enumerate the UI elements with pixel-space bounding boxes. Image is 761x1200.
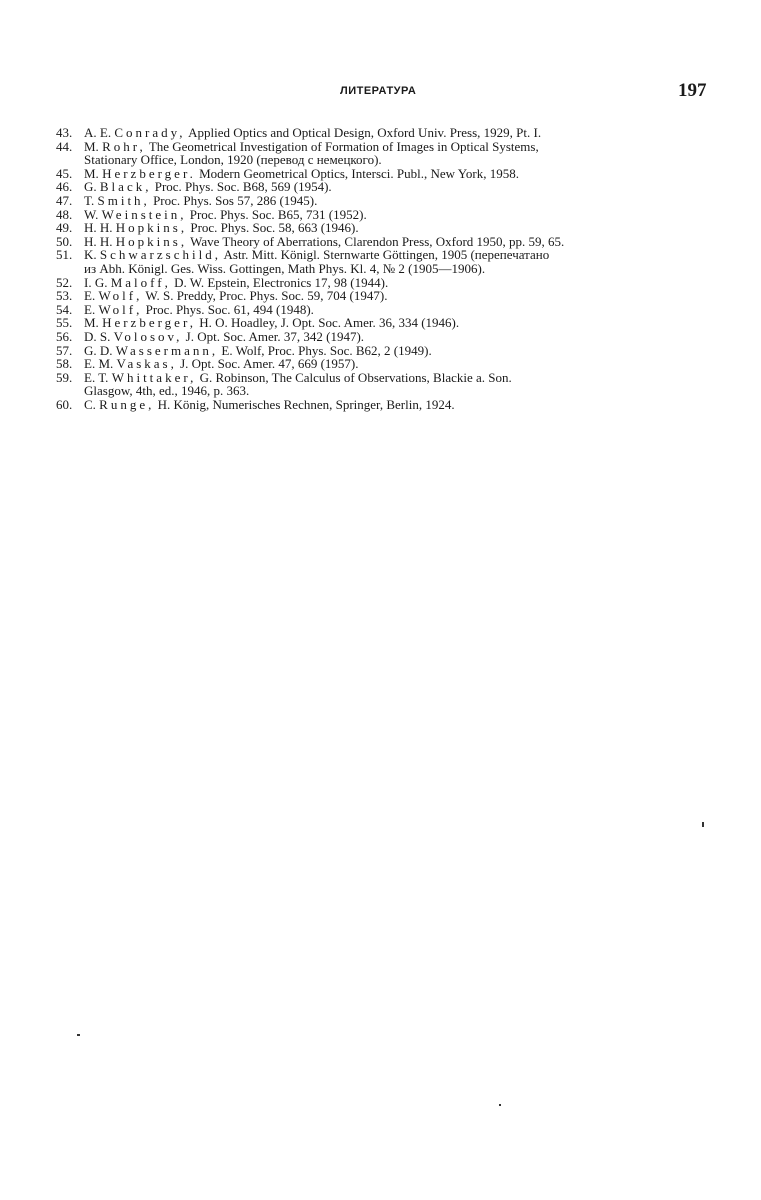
reference-entry xyxy=(56,289,708,303)
reference-text: Proc. Phys. Soc. B65, 731 (1952). xyxy=(189,206,367,222)
author-initials: I. G. xyxy=(84,274,108,290)
reference-entry xyxy=(56,235,708,249)
reference-text: из Abh. Königl. Ges. Wiss. Gottingen, Math Phys. Kl. 4, № 2 (1905—1906). xyxy=(84,260,486,276)
reference-text: Proc. Phys. Sos 57, 286 (1945). xyxy=(153,192,318,208)
author-surname: Vaskas, xyxy=(116,356,177,372)
author-initials: G. xyxy=(84,179,97,195)
reference-text: G. Robinson, The Calculus of Observations, Blackie a. Son. xyxy=(199,369,512,385)
reference-continuation-line xyxy=(56,384,708,398)
reference-number: 52. xyxy=(56,274,73,290)
author-initials: A. E. xyxy=(84,125,112,140)
author-surname: Herzberger. xyxy=(102,165,196,181)
reference-entry xyxy=(56,167,708,181)
reference-entry xyxy=(56,140,708,154)
reference-text: Proc. Phys. Soc. 61, 494 (1948). xyxy=(145,301,314,317)
author-surname: Weinstein, xyxy=(101,206,187,222)
author-surname: Schwarzschild, xyxy=(99,247,221,263)
reference-continuation-line xyxy=(56,153,708,167)
reference-number: 58. xyxy=(56,356,73,372)
reference-text: Proc. Phys. Soc. B68, 569 (1954). xyxy=(154,179,332,195)
reference-text: W. S. Preddy, Proc. Phys. Soc. 59, 704 (1947). xyxy=(145,288,388,304)
scan-speck xyxy=(499,1104,501,1106)
reference-text: Wave Theory of Aberrations, Clarendon Press, Oxford 1950, pp. 59, 65. xyxy=(190,233,565,249)
author-initials: D. S. xyxy=(84,328,111,344)
reference-number: 49. xyxy=(56,220,73,236)
reference-number: 48. xyxy=(56,206,73,222)
reference-entry xyxy=(56,208,708,222)
author-surname: Volosov, xyxy=(113,328,183,344)
reference-entry xyxy=(56,303,708,317)
author-initials: M. xyxy=(84,165,99,181)
author-surname: Hopkins, xyxy=(115,233,188,249)
reference-number: 60. xyxy=(56,396,73,412)
author-initials: M. xyxy=(84,138,99,154)
scan-speck xyxy=(77,1034,80,1036)
reference-text: J. Opt. Soc. Amer. 37, 342 (1947). xyxy=(185,328,365,344)
reference-entry xyxy=(56,194,708,208)
reference-text: H. König, Numerisches Rechnen, Springer, Berlin, 1924. xyxy=(157,396,455,412)
reference-entry xyxy=(56,316,708,330)
reference-number: 57. xyxy=(56,342,73,358)
author-surname: Maloff, xyxy=(110,274,171,290)
reference-entry xyxy=(56,180,708,194)
author-surname: Hopkins, xyxy=(115,220,188,236)
reference-text: H. O. Hoadley, J. Opt. Soc. Amer. 36, 334 (1946). xyxy=(199,315,460,331)
author-surname: Black, xyxy=(99,179,152,195)
author-surname: Runge, xyxy=(99,396,155,412)
reference-entry xyxy=(56,344,708,358)
author-initials: E. M. xyxy=(84,356,114,372)
running-title: ЛИТЕРАТУРА xyxy=(340,85,417,97)
author-surname: Wassermann, xyxy=(115,342,219,358)
reference-number: 54. xyxy=(56,301,73,317)
reference-text: J. Opt. Soc. Amer. 47, 669 (1957). xyxy=(180,356,359,372)
reference-number: 51. xyxy=(56,247,73,263)
author-surname: Smith, xyxy=(97,192,150,208)
author-initials: T. xyxy=(84,192,95,208)
reference-text: Stationary Office, London, 1920 (перевод с немецкого). xyxy=(84,152,382,168)
reference-list xyxy=(56,126,708,411)
reference-entry xyxy=(56,221,708,235)
author-initials: E. xyxy=(84,301,96,317)
reference-number: 46. xyxy=(56,179,73,195)
page-number: 197 xyxy=(678,80,707,101)
reference-text: Glasgow, 4th, ed., 1946, p. 363. xyxy=(84,383,250,399)
reference-number: 47. xyxy=(56,192,73,208)
reference-number: 45. xyxy=(56,165,73,181)
reference-number: 50. xyxy=(56,233,73,249)
reference-text: D. W. Epstein, Electronics 17, 98 (1944). xyxy=(174,274,389,290)
reference-text: Proc. Phys. Soc. 58, 663 (1946). xyxy=(190,220,359,236)
author-surname: Conrady, xyxy=(114,125,186,140)
author-initials: H. H. xyxy=(84,233,113,249)
author-initials: W. xyxy=(84,206,99,222)
author-initials: G. D. xyxy=(84,342,113,358)
reference-entry xyxy=(56,330,708,344)
reference-continuation-line xyxy=(56,262,708,276)
reference-entry xyxy=(56,398,708,412)
author-surname: Whittaker, xyxy=(111,369,197,385)
author-initials: K. xyxy=(84,247,97,263)
reference-number: 44. xyxy=(56,138,73,154)
author-initials: H. H. xyxy=(84,220,113,236)
author-initials: C. xyxy=(84,396,96,412)
author-initials: M. xyxy=(84,315,99,331)
author-initials: E. xyxy=(84,288,96,304)
reference-entry xyxy=(56,126,708,140)
reference-entry xyxy=(56,357,708,371)
reference-entry xyxy=(56,371,708,385)
reference-text: The Geometrical Investigation of Formation of Images in Optical Systems, xyxy=(148,138,539,154)
reference-text: Astr. Mitt. Königl. Sternwarte Göttingen, 1905 (перепечатано xyxy=(223,247,550,263)
author-surname: Wolf, xyxy=(98,288,143,304)
scan-speck xyxy=(702,822,704,827)
author-surname: Herzberger, xyxy=(102,315,197,331)
author-surname: Wolf, xyxy=(98,301,143,317)
reference-text: Applied Optics and Optical Design, Oxford Univ. Press, 1929, Pt. I. xyxy=(188,125,542,140)
reference-entry xyxy=(56,276,708,290)
reference-number: 43. xyxy=(56,125,73,140)
reference-number: 59. xyxy=(56,369,73,385)
reference-number: 53. xyxy=(56,288,73,304)
author-initials: E. T. xyxy=(84,369,109,385)
reference-entry xyxy=(56,248,708,262)
reference-number: 55. xyxy=(56,315,73,331)
author-surname: Rohr, xyxy=(102,138,146,154)
reference-text: Modern Geometrical Optics, Intersci. Publ., New York, 1958. xyxy=(199,165,519,181)
reference-number: 56. xyxy=(56,328,73,344)
reference-text: E. Wolf, Proc. Phys. Soc. B62, 2 (1949). xyxy=(221,342,432,358)
